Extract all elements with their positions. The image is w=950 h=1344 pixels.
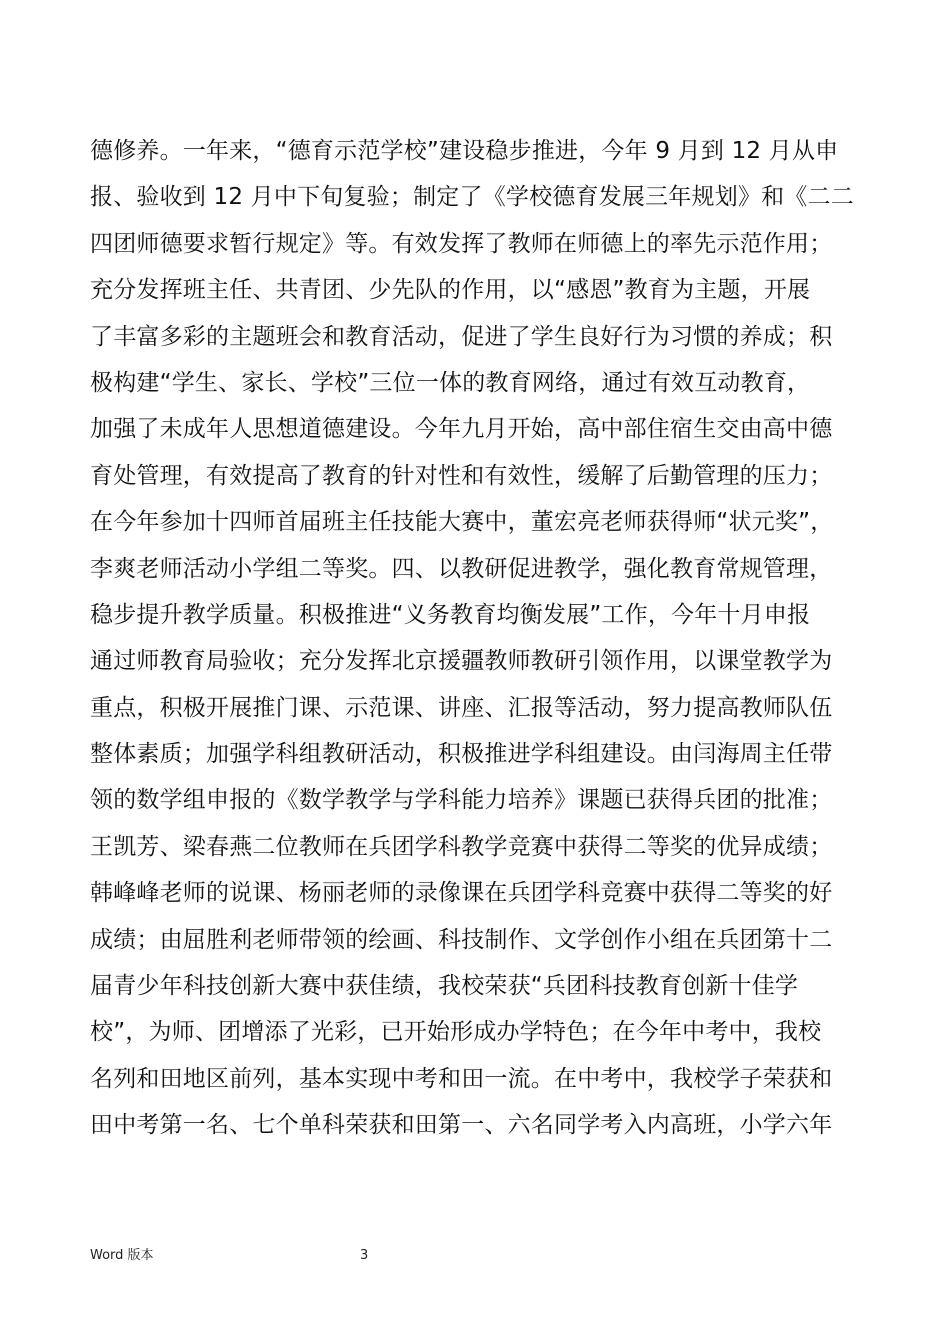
page-number: 3 xyxy=(360,1248,369,1263)
text-line: 李爽老师活动小学组二等奖。四、以教研促进教学，强化教育常规管理， xyxy=(90,555,833,582)
text-line: 通过师教育局验收；充分发挥北京援疆教师教研引领作用，以课堂教学为 xyxy=(90,648,833,675)
text-line: 稳步提升教学质量。积极推进“义务教育均衡发展”工作，今年十月申报 xyxy=(90,601,811,628)
footer-label: Word 版本 xyxy=(90,1248,154,1263)
text-line: 王凯芳、梁春燕二位教师在兵团学科教学竞赛中获得二等奖的优异成绩； xyxy=(90,833,833,860)
text-line: 名列和田地区前列，基本实现中考和田一流。在中考中，我校学子荣获和 xyxy=(90,1065,833,1092)
text-line: 育处管理，有效提高了教育的针对性和有效性，缓解了后勤管理的压力； xyxy=(90,462,833,489)
text-line: 田中考第一名、七个单科荣获和田第一、六名同学考入内高班，小学六年 xyxy=(90,1112,833,1139)
text-line: 整体素质；加强学科组教研活动，积极推进学科组建设。由闫海周主任带 xyxy=(90,741,833,768)
body-text xyxy=(90,128,880,1149)
text-line: 极构建“学生、家长、学校”三位一体的教育网络，通过有效互动教育， xyxy=(90,369,811,396)
text-line: 校”，为师、团增添了光彩，已开始形成办学特色；在今年中考中，我校 xyxy=(90,1019,822,1046)
text-line: 报、验收到 12 月中下旬复验；制定了《学校德育发展三年规划》和《二二 xyxy=(90,184,854,211)
text-line: 德修养。一年来，“德育示范学校”建设稳步推进，今年 9 月到 12 月从申 xyxy=(90,138,839,164)
text-line: 领的数学组申报的《数学教学与学科能力培养》课题已获得兵团的批准； xyxy=(90,787,833,814)
text-line: 了丰富多彩的主题班会和教育活动，促进了学生良好行为习惯的养成；积 xyxy=(90,323,833,350)
text-line: 重点，积极开展推门课、示范课、讲座、汇报等活动，努力提高教师队伍 xyxy=(90,694,833,721)
text-line: 韩峰峰老师的说课、杨丽老师的录像课在兵团学科竞赛中获得二等奖的好 xyxy=(90,880,833,907)
text-line: 四团师德要求暂行规定》等。有效发挥了教师在师德上的率先示范作用； xyxy=(90,230,833,257)
text-line: 在今年参加十四师首届班主任技能大赛中，董宏亮老师获得师“状元奖”， xyxy=(90,509,834,536)
text-line: 充分发挥班主任、共青团、少先队的作用，以“感恩”教育为主题，开展 xyxy=(90,277,811,304)
text-line: 加强了未成年人思想道德建设。今年九月开始，高中部住宿生交由高中德 xyxy=(90,416,833,443)
text-line: 成绩；由屈胜利老师带领的绘画、科技制作、文学创作小组在兵团第十二 xyxy=(90,926,833,953)
text-line: 届青少年科技创新大赛中获佳绩，我校荣获“兵团科技教育创新十佳学 xyxy=(90,973,799,1000)
